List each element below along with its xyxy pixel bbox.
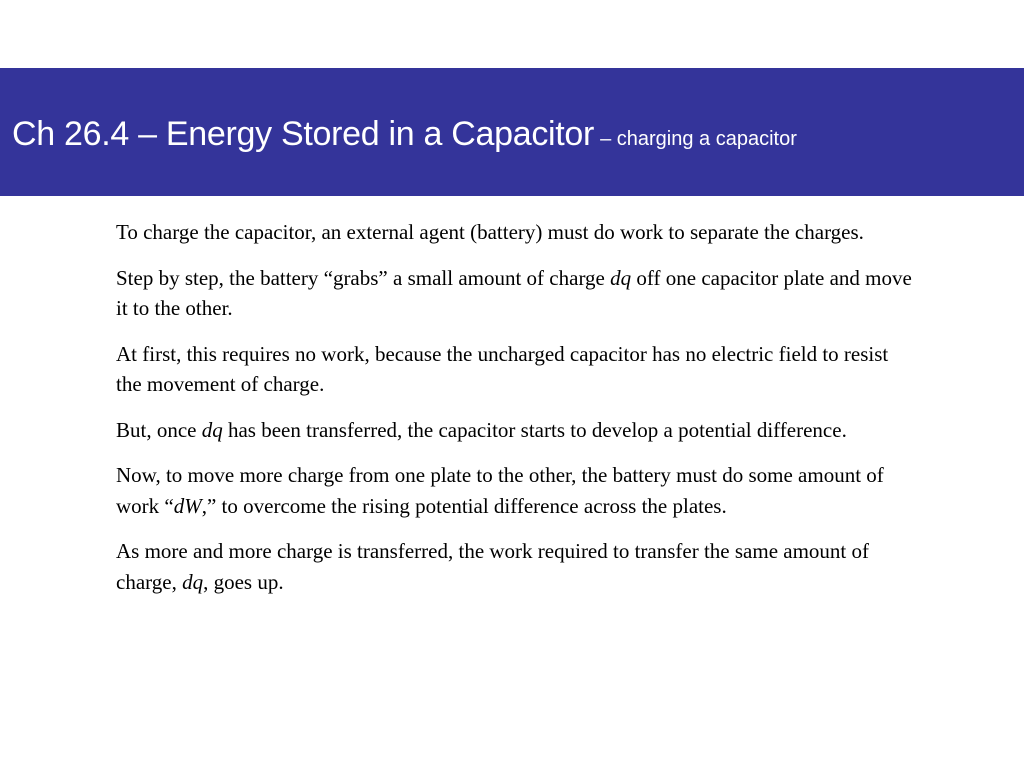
paragraph-text: off one capacitor plate and move it to the other. (116, 265, 912, 320)
paragraph (116, 217, 916, 248)
paragraph-text: But, once (116, 417, 202, 442)
math-variable: dq (201, 417, 223, 442)
paragraph (116, 460, 916, 521)
paragraph-text: has been transferred, the capacitor starts to develop a potential difference. (222, 417, 847, 442)
paragraph-text: ,” to overcome the rising potential difference across the plates. (201, 493, 727, 518)
math-variable: dq (610, 265, 632, 290)
paragraph (116, 339, 916, 400)
title-bar (0, 68, 1024, 196)
paragraph-text: As more and more charge is transferred, the work required to transfer the same amount of charge, (116, 539, 870, 594)
math-variable: dq (182, 569, 204, 594)
slide-body (116, 217, 916, 612)
paragraph (116, 263, 916, 324)
math-variable: dW (173, 493, 202, 518)
slide-title (12, 115, 797, 154)
paragraph-text: Now, to move more charge from one plate to the other, the battery must do some amount of work “ (116, 463, 884, 518)
slide-title-subtitle: – charging a capacitor (600, 127, 797, 150)
paragraph-text: , goes up. (203, 569, 284, 594)
paragraph-text: Step by step, the battery “grabs” a small amount of charge (116, 265, 611, 290)
paragraph-text: To charge the capacitor, an external agent (battery) must do work to separate the charges. (116, 220, 864, 244)
paragraph (116, 536, 916, 597)
slide-title-main: Ch 26.4 – Energy Stored in a Capacitor (12, 114, 595, 153)
paragraph (116, 415, 916, 446)
paragraph-text: At first, this requires no work, because the uncharged capacitor has no electric field to resist the movement of charge. (116, 341, 889, 396)
